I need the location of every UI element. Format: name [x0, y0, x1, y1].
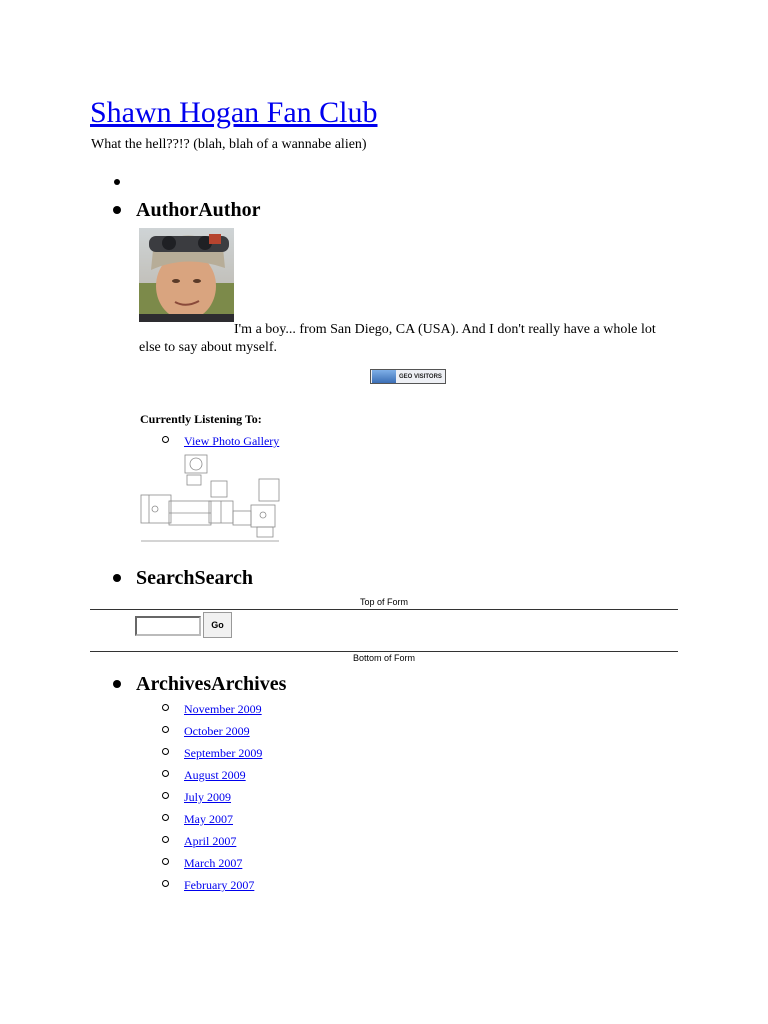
archive-link-april-2007[interactable]: April 2007 [184, 834, 237, 848]
site-tagline: What the hell??!? (blah, blah of a wannabe alien) [91, 137, 367, 152]
avatar-photo [139, 228, 234, 322]
archive-bullet [162, 726, 169, 733]
archives-heading: ArchivesArchives [136, 673, 287, 695]
archive-link-october-2009[interactable]: October 2009 [184, 724, 250, 738]
archive-link-march-2007[interactable]: March 2007 [184, 856, 243, 870]
archive-bullet [162, 880, 169, 887]
site-title-link[interactable]: Shawn Hogan Fan Club [90, 96, 378, 129]
geo-visitors-badge[interactable] [370, 369, 446, 384]
author-avatar [139, 228, 234, 322]
search-heading: SearchSearch [136, 567, 254, 589]
author-heading: AuthorAuthor [136, 199, 261, 221]
archive-bullet [162, 814, 169, 821]
empty-list-bullet [114, 179, 120, 185]
search-input[interactable] [135, 616, 201, 636]
gallery-bullet [162, 436, 169, 443]
globe-icon [372, 370, 396, 383]
archive-link-february-2007[interactable]: February 2007 [184, 878, 255, 892]
archive-link-july-2009[interactable]: July 2009 [184, 790, 232, 804]
archive-bullet [162, 836, 169, 843]
currently-listening-label: Currently Listening To: [140, 412, 262, 426]
archive-bullet [162, 748, 169, 755]
author-bio: I'm a boy... from San Diego, CA (USA). And I don't really have a whole lot else to say about myself. [139, 322, 656, 355]
author-bullet [113, 206, 121, 214]
archive-bullet [162, 770, 169, 777]
archive-bullet [162, 858, 169, 865]
archive-link-november-2009[interactable]: November 2009 [184, 702, 262, 716]
geo-badge-label: GEO VISITORS [399, 373, 442, 380]
form-bottom-divider [90, 651, 678, 652]
archive-bullet [162, 704, 169, 711]
archive-link-august-2009[interactable]: August 2009 [184, 768, 246, 782]
archive-link-may-2007[interactable]: May 2007 [184, 812, 233, 826]
floorplan-image [139, 453, 281, 543]
form-top-divider [90, 609, 678, 610]
view-photo-gallery-link[interactable]: View Photo Gallery [184, 434, 280, 448]
archive-link-september-2009[interactable]: September 2009 [184, 746, 263, 760]
archive-bullet [162, 792, 169, 799]
archives-bullet [113, 680, 121, 688]
go-button[interactable]: Go [203, 612, 232, 638]
bottom-of-form-label: Bottom of Form [352, 653, 415, 663]
search-bullet [113, 574, 121, 582]
top-of-form-label: Top of Form [359, 597, 408, 607]
